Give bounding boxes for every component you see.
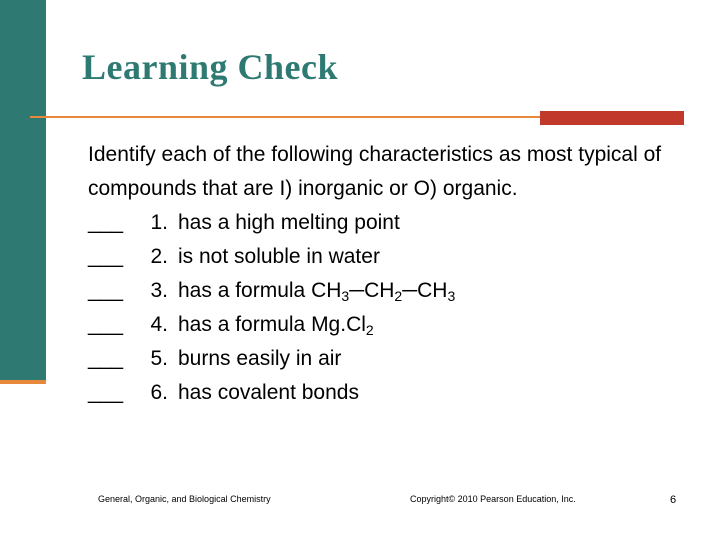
item-text <box>168 308 374 342</box>
page-number: 6 <box>670 494 677 506</box>
list-item <box>88 206 708 240</box>
item-number: 5. <box>150 347 168 370</box>
footer-copyright: Copyright© 2010 Pearson Education, Inc. <box>410 494 576 504</box>
answer-blank: ___ <box>88 245 124 268</box>
item-number: 1. <box>150 211 168 234</box>
item-number: 2. <box>150 245 168 268</box>
list-item <box>88 308 708 342</box>
answer-blank: ___ <box>88 381 124 404</box>
subscript: 3 <box>447 288 456 304</box>
footer-course: General, Organic, and Biological Chemistry <box>98 494 271 504</box>
item-text <box>168 274 455 308</box>
subscript: 2 <box>365 322 374 338</box>
item-text: burns easily in air <box>178 347 342 370</box>
item-number: 3. <box>150 279 168 302</box>
answer-blank: ___ <box>88 347 124 370</box>
item-text: has a high melting point <box>178 211 400 234</box>
side-bar-accent <box>0 380 46 384</box>
formula-part: ─CH <box>349 279 395 302</box>
list-item <box>88 240 708 274</box>
formula-part: ─CH <box>402 279 448 302</box>
list-item <box>88 274 708 308</box>
answer-blank: ___ <box>88 279 124 302</box>
item-number: 4. <box>150 313 168 336</box>
side-bar-decoration <box>0 0 46 380</box>
subscript: 3 <box>341 288 350 304</box>
title-rule-accent <box>540 111 684 125</box>
list-item <box>88 342 708 376</box>
subscript: 2 <box>394 288 403 304</box>
item-text: is not soluble in water <box>178 245 380 268</box>
item-number: 6. <box>150 381 168 404</box>
intro-text: Identify each of the following characteristics as most typical of compounds that are I) inorganic or O) organic. <box>88 143 662 200</box>
answer-blank: ___ <box>88 211 124 234</box>
slide-title: Learning Check <box>82 47 339 87</box>
item-text: has covalent bonds <box>178 381 359 404</box>
slide-body <box>88 138 708 410</box>
answer-blank: ___ <box>88 313 124 336</box>
formula-part: has a formula CH <box>178 279 342 302</box>
formula-part: has a formula Mg.Cl <box>178 313 366 336</box>
list-item <box>88 376 708 410</box>
